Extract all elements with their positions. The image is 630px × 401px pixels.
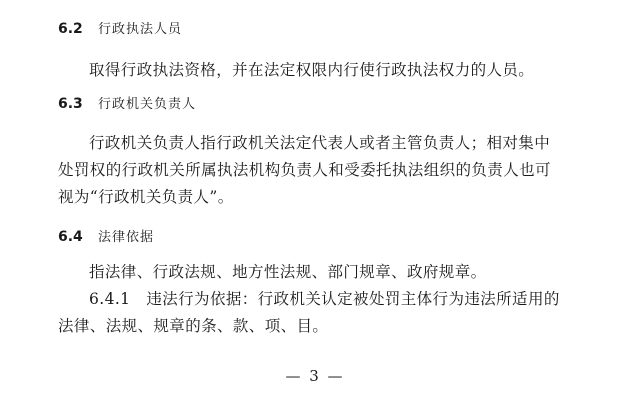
section-body-6-2 [58,57,618,84]
section-number: 6.4 [58,229,83,245]
section-heading-6-3 [58,95,196,114]
page-number: — 3 — [285,367,345,385]
section-body-6-3 [58,130,618,211]
section-number: 6.2 [58,21,83,37]
subsection-line: 法律、法规、规章的条、款、项、目。 [58,317,329,335]
section-number: 6.3 [58,96,83,112]
section-title: 法律依据 [98,230,155,245]
section-title: 行政机关负责人 [98,97,197,112]
section-title: 行政执法人员 [98,22,183,37]
paragraph-line: 取得行政执法资格，并在法定权限内行使行政执法权力的人员。 [89,61,535,79]
paragraph-line: 处罚权的行政机关所属执法机构负责人和受委托执法组织的负责人也可 [58,161,551,179]
section-heading-6-4 [58,228,154,247]
section-heading-6-2 [58,20,182,39]
paragraph-line: 视为“行政机关负责人”。 [58,188,234,206]
paragraph-line: 行政机关负责人指行政机关法定代表人或者主管负责人；相对集中 [89,134,551,152]
subsection-line: 6.4.1 违法行为依据：行政机关认定被处罚主体行为违法所适用的 [89,290,560,308]
paragraph-line: 指法律、行政法规、地方性法规、部门规章、政府规章。 [89,263,487,281]
section-body-6-4 [58,259,618,340]
